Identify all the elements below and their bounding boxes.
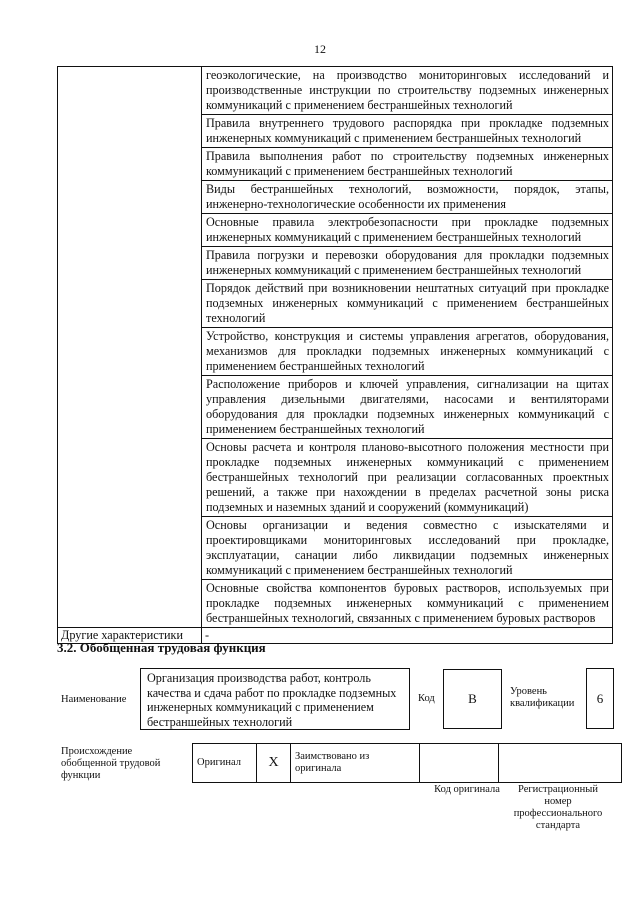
other-characteristics-value: - (202, 628, 613, 644)
borrowed-label: Заимствовано из оригинала (291, 744, 420, 783)
knowledge-item: Устройство, конструкция и системы управления агрегатов, оборудования, механизмов для прокладки подземных инженерных коммуникаций с применением бестраншейных технологий (202, 328, 613, 376)
level-label: Уровень квалификации (510, 686, 575, 709)
table-row (58, 67, 613, 115)
original-label: Оригинал (193, 744, 257, 783)
row-label-cell-empty (58, 67, 202, 628)
code-original-cell (420, 744, 499, 783)
knowledge-item: Основы расчета и контроля планово-высотного положения местности при прокладке подземных инженерных коммуникаций с применением бестраншейных технологий при реализации согласованных проектных решений, а также при нахождении в пределах расчетной зоны риска подземных и наземных зданий и сооружений (коммуникаций) (202, 439, 613, 517)
qualification-level-value: 6 (586, 668, 614, 729)
other-characteristics-label: Другие характеристики (58, 628, 202, 644)
knowledge-item: Виды бестраншейных технологий, возможности, порядок, этапы, инженерно-технологические особенности их применения (202, 181, 613, 214)
registration-number-caption: Регистрационный номер профессионального стандарта (513, 784, 603, 831)
name-label: Наименование (61, 694, 127, 705)
knowledge-item: Правила погрузки и перевозки оборудования для прокладки подземных инженерных коммуникаций с применением бестраншейных технологий (202, 247, 613, 280)
knowledge-item: Основы организации и ведения совместно с изыскателями и проектировщиками мониторинговых исследований при прокладке, эксплуатации, санации либо ликвидации подземных инженерных коммуникаций с применением бестраншейных технологий (202, 517, 613, 580)
section-title: 3.2. Обобщенная трудовая функция (57, 640, 266, 655)
table-row (193, 744, 622, 783)
code-label: Код (418, 693, 435, 704)
page-number: 12 (314, 42, 326, 56)
registration-number-cell (499, 744, 622, 783)
knowledge-item: Основные свойства компонентов буровых растворов, используемых при прокладке подземных инженерных коммуникаций с применением бестраншейных технологий, связанных с применением буровых растворов (202, 580, 613, 628)
function-name-value: Организация производства работ, контроль качества и сдача работ по прокладке подземных инженерных коммуникаций с применением бестраншейных технологий (140, 668, 410, 730)
knowledge-item: Правила выполнения работ по строительству подземных инженерных коммуникаций с применением бестраншейных технологий (202, 148, 613, 181)
knowledge-table (57, 66, 613, 644)
function-code-value: В (443, 669, 502, 729)
origin-label: Происхождение обобщенной трудовой функции (61, 746, 161, 781)
knowledge-item: Правила внутреннего трудового распорядка при прокладке подземных инженерных коммуникаций с применением бестраншейных технологий (202, 115, 613, 148)
code-original-caption: Код оригинала (434, 784, 500, 795)
knowledge-item: Расположение приборов и ключей управления, сигнализации на щитах управления дизельными двигателями, насосами и вентиляторами оборудования для прокладки подземных инженерных коммуникаций с применением бестраншейных технологий (202, 376, 613, 439)
knowledge-item: геоэкологические, на производство мониторинговых исследований и производственные инструкции по строительству подземных инженерных коммуникаций с применением бестраншейных технологий (202, 67, 613, 115)
original-mark: Х (257, 744, 291, 783)
origin-table (192, 743, 622, 783)
knowledge-item: Порядок действий при возникновении нештатных ситуаций при прокладке подземных инженерных коммуникаций с применением бестраншейных технологий (202, 280, 613, 328)
knowledge-item: Основные правила электробезопасности при прокладке подземных инженерных коммуникаций с применением бестраншейных технологий (202, 214, 613, 247)
